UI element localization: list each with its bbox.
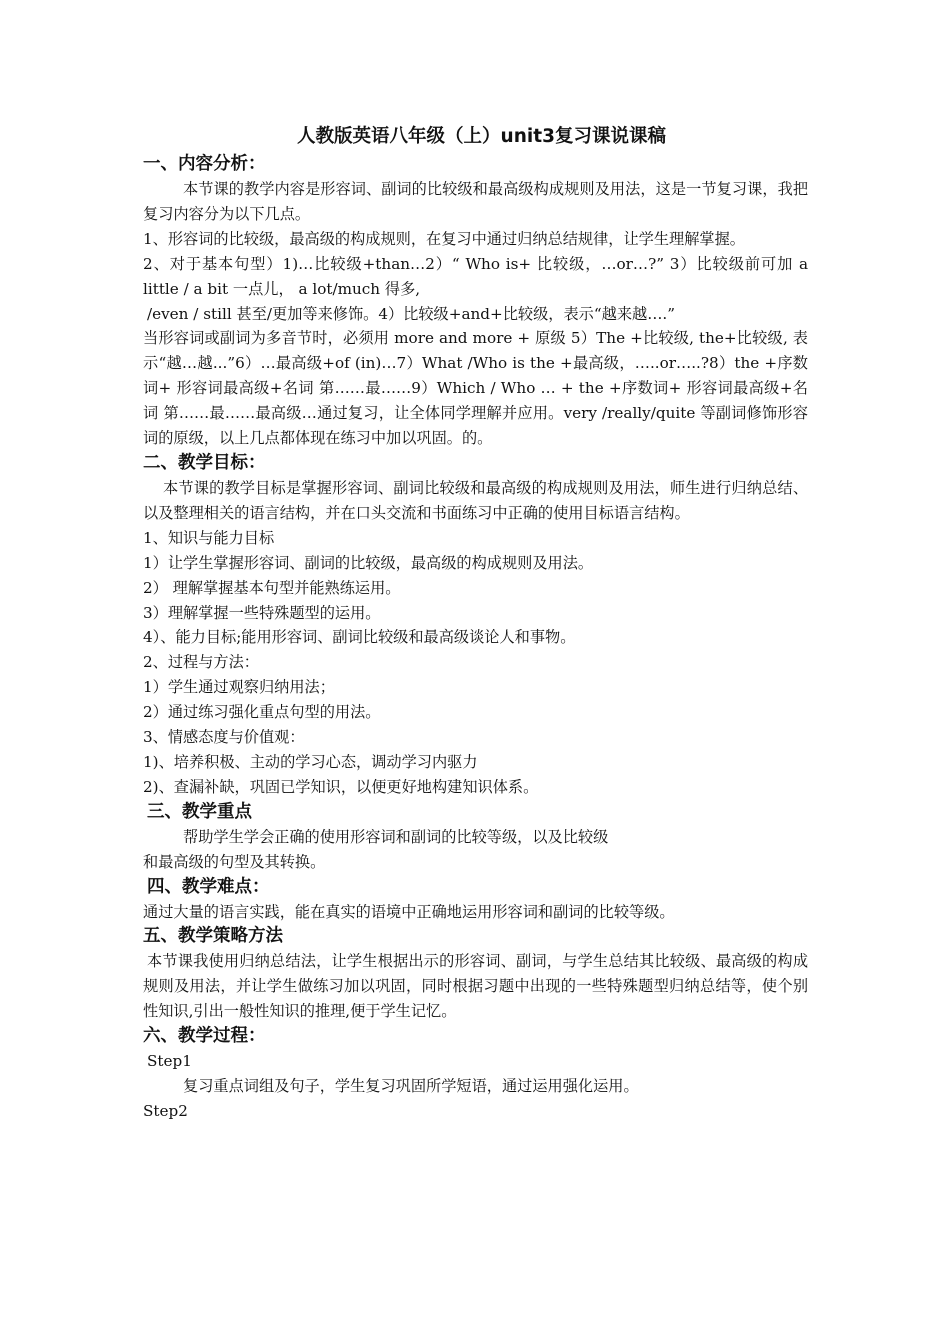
paragraph: 本节课的教学内容是形容词、副词的比较级和最高级构成规则及用法，这是一节复习课，我把复习内容分为以下几点。 bbox=[143, 180, 808, 223]
section-heading-difficult-points: 四、教学难点： bbox=[147, 876, 270, 897]
list-item: 2）通过练习强化重点句型的用法。 bbox=[143, 703, 381, 722]
paragraph: 帮助学生学会正确的使用形容词和副词的比较等级，以及比较级 bbox=[183, 827, 609, 846]
list-item: 4）、能力目标;能用形容词、副词比较级和最高级谈论人和事物。 bbox=[143, 628, 576, 647]
list-item: 2） 理解掌握基本句型并能熟练运用。 bbox=[143, 578, 401, 597]
section-heading-teaching-process: 六、教学过程： bbox=[143, 1026, 266, 1047]
paragraph: 和最高级的句型及其转换。 bbox=[143, 852, 326, 871]
list-item: 1）学生通过观察归纳用法； bbox=[143, 678, 335, 697]
document-title: 人教版英语八年级（上）unit3复习课说课稿 bbox=[297, 126, 666, 147]
paragraph: 1、形容词的比较级，最高级的构成规则，在复习中通过归纳总结规律，让学生理解掌握。 bbox=[143, 229, 745, 248]
step-label: Step1 bbox=[147, 1052, 192, 1071]
paragraph: 复习重点词组及句子，学生复习巩固所学短语，通过运用强化运用。 bbox=[183, 1077, 639, 1096]
step-label: Step2 bbox=[143, 1102, 188, 1120]
document-page bbox=[143, 122, 808, 1124]
paragraph: 2、对于基本句型）1)…比较级+than…2）“ Who is+ 比较级，…or…?” 3）比较级前可加 a little / a bit 一点儿， a lot/much 得多, bbox=[143, 254, 808, 298]
paragraph: 本节课我使用归纳总结法，让学生根据出示的形容词、副词，与学生总结其比较级、最高级的构成规则及用法，并让学生做练习加以巩固，同时根据习题中出现的一些特殊题型归纳总结等，使个别性知识,引出一般性知识的推理,便于学生记忆。 bbox=[143, 952, 808, 1021]
paragraph: 本节课的教学目标是掌握形容词、副词比较级和最高级的构成规则及用法，师生进行归纳总结、以及整理相关的语言结构，并在口头交流和书面练习中正确的使用目标语言结构。 bbox=[143, 478, 808, 522]
list-item: 3、情感态度与价值观： bbox=[143, 728, 305, 747]
list-item: 3）理解掌握一些特殊题型的运用。 bbox=[143, 603, 381, 622]
section-heading-content-analysis: 一、内容分析： bbox=[143, 154, 266, 174]
paragraph: 当形容词或副词为多音节时，必须用 more and more + 原级 5）The +比较级, the+比较级, 表示“越…越...”6）…最高级+of (in)…7）What /Who is the +最高级，…..or…..?8）the +序数词+ 形容词最高级+名词 第……最……9）Which / Who … + the +序数词+ 形容词最高级+名词 第……最……最高级…通过复习，让全体同学理解并应用。very /really/quite 等副词修饰形容词的原级，以上几点都体现在练习中加以巩固。的。 bbox=[143, 329, 808, 448]
list-item: 1）让学生掌握形容词、副词的比较级，最高级的构成规则及用法。 bbox=[143, 553, 594, 572]
list-item: 1)、培养积极、主动的学习心态，调动学习内驱力 bbox=[143, 752, 478, 771]
section-heading-teaching-objectives: 二、教学目标： bbox=[143, 452, 266, 473]
section-heading-key-points: 三、教学重点 bbox=[147, 801, 252, 822]
list-item: 1、知识与能力目标 bbox=[143, 528, 275, 547]
paragraph: /even / still 甚至/更加等来修饰。4）比较级+and+比较级，表示“越来越….” bbox=[147, 304, 675, 323]
list-item: 2)、查漏补缺，巩固已学知识，以便更好地构建知识体系。 bbox=[143, 777, 539, 796]
paragraph: 通过大量的语言实践，能在真实的语境中正确地运用形容词和副词的比较等级。 bbox=[143, 902, 675, 921]
section-heading-teaching-strategy: 五、教学策略方法 bbox=[143, 926, 283, 947]
list-item: 2、过程与方法： bbox=[143, 653, 259, 672]
